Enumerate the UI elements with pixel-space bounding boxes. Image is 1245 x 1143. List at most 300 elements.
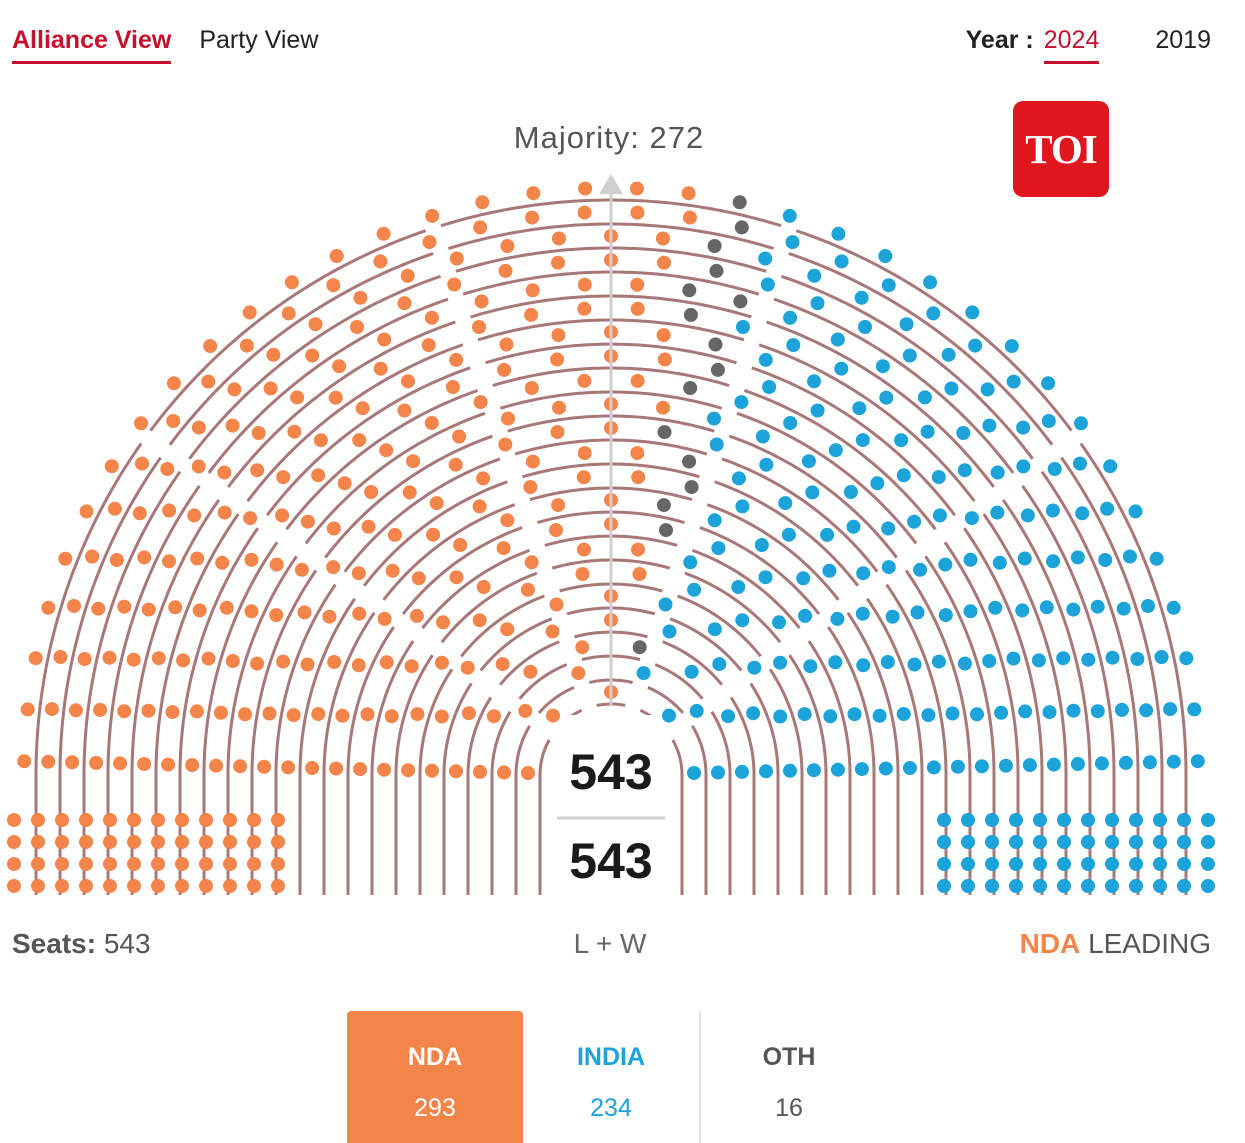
seat-nda (435, 710, 449, 724)
seat-india (783, 416, 797, 430)
seat-india (903, 349, 917, 363)
seat-india (659, 598, 673, 612)
seat-nda (449, 764, 463, 778)
seat-nda (301, 515, 315, 529)
seat-nda (658, 353, 672, 367)
seat-nda (327, 522, 341, 536)
seat-nda (525, 555, 539, 569)
seat-nda (67, 599, 81, 613)
seat-nda (352, 566, 366, 580)
seat-nda (338, 476, 352, 490)
tally-india-value: 234 (590, 1094, 632, 1122)
seat-india (938, 558, 952, 572)
seat-india (1129, 857, 1143, 871)
seat-india (1153, 879, 1167, 893)
seat-india (1015, 603, 1029, 617)
seat-oth (708, 239, 722, 253)
seat-nda (117, 704, 131, 718)
tally-nda-value: 293 (414, 1094, 456, 1122)
seat-india (711, 766, 725, 780)
seat-nda (55, 813, 69, 827)
seat-nda (631, 470, 645, 484)
tally-india[interactable] (523, 1011, 699, 1143)
seat-india (805, 485, 819, 499)
section-gap (126, 422, 563, 739)
seat-india (1040, 600, 1054, 614)
seat-nda (425, 416, 439, 430)
seat-india (1081, 813, 1095, 827)
seat-india (690, 704, 704, 718)
seat-nda (282, 306, 296, 320)
seat-nda (203, 339, 217, 353)
seat-nda (185, 758, 199, 772)
seat-nda (401, 763, 415, 777)
seat-india (820, 528, 834, 542)
seat-india (1095, 756, 1109, 770)
seat-india (759, 458, 773, 472)
seat-oth (633, 640, 647, 654)
seat-nda (525, 211, 539, 225)
seat-oth (733, 195, 747, 209)
seat-nda (127, 879, 141, 893)
seat-nda (69, 703, 83, 717)
seat-nda (631, 543, 645, 557)
seat-nda (425, 764, 439, 778)
seat-nda (403, 485, 417, 499)
seat-nda (352, 607, 366, 621)
seat-india (848, 707, 862, 721)
seat-nda (551, 256, 565, 270)
seat-india (798, 707, 812, 721)
seat-india (933, 508, 947, 522)
seat-india (1141, 599, 1155, 613)
seat-nda (103, 835, 117, 849)
seat-nda (452, 430, 466, 444)
seat-nda (166, 705, 180, 719)
seat-india (710, 438, 724, 452)
seat-india (1033, 857, 1047, 871)
seat-nda (247, 813, 261, 827)
tab-party-view[interactable]: Party View (199, 26, 319, 54)
seat-india (822, 564, 836, 578)
seat-india (1191, 754, 1205, 768)
seat-nda (227, 382, 241, 396)
seat-nda (374, 362, 388, 376)
seat-nda (305, 761, 319, 775)
seat-nda (45, 702, 59, 716)
seat-nda (54, 650, 68, 664)
seat-nda (142, 704, 156, 718)
year-2019-option[interactable]: 2019 (1155, 26, 1211, 54)
seat-nda (220, 601, 234, 615)
seat-nda (473, 220, 487, 234)
seat-nda (500, 338, 514, 352)
seat-nda (497, 363, 511, 377)
seat-nda (223, 835, 237, 849)
seat-nda (78, 652, 92, 666)
seat-india (1201, 879, 1215, 893)
seat-india (958, 463, 972, 477)
seat-india (975, 759, 989, 773)
seat-india (1119, 756, 1133, 770)
seat-india (881, 655, 895, 669)
seat-india (830, 612, 844, 626)
seat-nda (475, 294, 489, 308)
seat-nda (271, 835, 285, 849)
seat-india (894, 433, 908, 447)
seat-nda (656, 232, 670, 246)
seat-nda (103, 813, 117, 827)
seat-india (663, 625, 677, 639)
seat-india (732, 471, 746, 485)
seat-india (951, 760, 965, 774)
seat-india (970, 707, 984, 721)
seat-india (1067, 704, 1081, 718)
counted-seats: 543 (569, 744, 653, 800)
seat-india (981, 382, 995, 396)
seat-india (1117, 602, 1131, 616)
seat-nda (55, 857, 69, 871)
seat-india (1091, 704, 1105, 718)
seat-india (879, 391, 893, 405)
seat-nda (406, 454, 420, 468)
seat-nda (682, 186, 696, 200)
seat-india (1071, 550, 1085, 564)
seat-nda (550, 353, 564, 367)
seat-india (882, 560, 896, 574)
seat-nda (271, 879, 285, 893)
seat-nda (461, 661, 475, 675)
seat-nda (521, 766, 535, 780)
seat-nda (326, 560, 340, 574)
toi-logo: TOI (1013, 101, 1109, 197)
seat-nda (526, 283, 540, 297)
seat-india (856, 566, 870, 580)
seat-nda (373, 254, 387, 268)
seat-nda (500, 622, 514, 636)
year-2024-option[interactable]: 2024 (1044, 26, 1100, 64)
seat-nda (398, 296, 412, 310)
seat-nda (223, 857, 237, 871)
seat-india (1021, 508, 1035, 522)
seat-nda (55, 879, 69, 893)
seat-india (1177, 835, 1191, 849)
seat-nda (523, 665, 537, 679)
seat-nda (85, 550, 99, 564)
seat-nda (175, 813, 189, 827)
seat-nda (436, 615, 450, 629)
majority-arrow-icon (599, 174, 623, 194)
seat-india (835, 254, 849, 268)
seat-nda (377, 333, 391, 347)
tab-alliance-view[interactable]: Alliance View (12, 26, 171, 64)
seat-nda (151, 835, 165, 849)
seat-nda (362, 520, 376, 534)
seat-nda (526, 186, 540, 200)
seat-nda (352, 433, 366, 447)
seat-india (1023, 758, 1037, 772)
seat-nda (524, 308, 538, 322)
seat-india (829, 443, 843, 457)
seat-nda (450, 570, 464, 584)
seat-india (985, 879, 999, 893)
seat-nda (247, 857, 261, 871)
seat-india (999, 759, 1013, 773)
seat-nda (577, 302, 591, 316)
seat-nda (243, 305, 257, 319)
seat-nda (551, 425, 565, 439)
seat-nda (497, 766, 511, 780)
seat-india (856, 433, 870, 447)
seat-india (811, 296, 825, 310)
seat-india (897, 468, 911, 482)
seat-india (1081, 653, 1095, 667)
seat-india (855, 762, 869, 776)
seat-india (870, 476, 884, 490)
seat-nda (134, 416, 148, 430)
seat-india (1153, 835, 1167, 849)
seat-nda (630, 182, 644, 196)
seat-nda (127, 813, 141, 827)
seat-nda (264, 382, 278, 396)
seat-india (1081, 857, 1095, 871)
seat-nda (31, 879, 45, 893)
seat-india (1033, 879, 1047, 893)
seat-nda (226, 654, 240, 668)
seat-india (982, 654, 996, 668)
seat-india (1177, 813, 1191, 827)
seat-nda (426, 528, 440, 542)
seat-nda (571, 666, 585, 680)
tally-table (347, 1011, 877, 1143)
seat-india (1153, 813, 1167, 827)
seat-india (687, 583, 701, 597)
seat-india (1007, 375, 1021, 389)
seat-india (1057, 813, 1071, 827)
seat-india (918, 390, 932, 404)
seat-nda (247, 835, 261, 849)
seat-nda (385, 709, 399, 723)
seat-india (942, 348, 956, 362)
seat-nda (430, 496, 444, 510)
seat-india (1167, 601, 1181, 615)
seat-india (1187, 702, 1201, 716)
seat-nda (353, 291, 367, 305)
seat-nda (79, 879, 93, 893)
seat-nda (201, 375, 215, 389)
seat-india (708, 513, 722, 527)
seat-nda (250, 463, 264, 477)
seat-nda (575, 640, 589, 654)
seat-india (1129, 813, 1143, 827)
seat-oth (709, 338, 723, 352)
seat-nda (401, 374, 415, 388)
seat-nda (683, 211, 697, 225)
seat-india (911, 605, 925, 619)
seat-nda (476, 471, 490, 485)
seat-nda (168, 600, 182, 614)
seat-india (1098, 553, 1112, 567)
seat-india (847, 520, 861, 534)
tally-nda[interactable] (347, 1011, 523, 1143)
seat-india (1179, 651, 1193, 665)
seat-india (807, 374, 821, 388)
seat-nda (449, 458, 463, 472)
seat-nda (410, 707, 424, 721)
seat-nda (133, 506, 147, 520)
seat-nda (199, 835, 213, 849)
seat-india (1041, 376, 1055, 390)
seat-india (721, 709, 735, 723)
seat-nda (630, 278, 644, 292)
seat-nda (162, 554, 176, 568)
seat-oth (658, 425, 672, 439)
seat-nda (550, 598, 564, 612)
seat-nda (425, 311, 439, 325)
seat-oth (657, 498, 671, 512)
seat-nda (577, 543, 591, 557)
seat-nda (521, 583, 535, 597)
seat-india (1143, 755, 1157, 769)
seat-nda (160, 462, 174, 476)
seat-nda (364, 485, 378, 499)
seat-india (731, 580, 745, 594)
seat-nda (270, 558, 284, 572)
seat-india (773, 656, 787, 670)
seat-nda (266, 348, 280, 362)
seat-nda (240, 339, 254, 353)
seat-nda (217, 466, 231, 480)
seat-india (1139, 703, 1153, 717)
seat-india (758, 252, 772, 266)
seat-nda (199, 857, 213, 871)
seat-nda (353, 762, 367, 776)
seat-india (778, 496, 792, 510)
seat-india (964, 553, 978, 567)
seat-nda (447, 278, 461, 292)
seat-nda (263, 707, 277, 721)
seat-india (734, 395, 748, 409)
seat-nda (127, 857, 141, 871)
seat-nda (633, 567, 647, 581)
seat-india (1091, 600, 1105, 614)
seat-nda (487, 709, 501, 723)
seat-nda (287, 708, 301, 722)
seat-nda (551, 328, 565, 342)
seat-nda (380, 655, 394, 669)
seat-nda (250, 657, 264, 671)
seat-nda (31, 857, 45, 871)
seat-nda (103, 651, 117, 665)
seat-nda (199, 879, 213, 893)
seat-nda (287, 425, 301, 439)
seat-india (662, 709, 676, 723)
seat-nda (497, 541, 511, 555)
seat-nda (271, 813, 285, 827)
seat-nda (552, 401, 566, 415)
seat-nda (285, 275, 299, 289)
seat-india (1032, 653, 1046, 667)
tally-india-name: INDIA (576, 1043, 646, 1071)
seat-india (687, 766, 701, 780)
seat-india (876, 359, 890, 373)
tally-oth-value: 16 (775, 1094, 803, 1122)
seat-india (1129, 835, 1143, 849)
tally-nda-name: NDA (407, 1043, 463, 1071)
seat-india (856, 658, 870, 672)
seat-nda (332, 359, 346, 373)
seat-nda (401, 269, 415, 283)
seat-india (831, 227, 845, 241)
seat-india (786, 235, 800, 249)
seats-summary (12, 928, 151, 960)
seat-india (1081, 835, 1095, 849)
seat-nda (361, 707, 375, 721)
seat-india (807, 763, 821, 777)
seat-nda (410, 609, 424, 623)
seat-oth (735, 220, 749, 234)
seat-india (685, 665, 699, 679)
seat-nda (223, 813, 237, 827)
seat-nda (113, 756, 127, 770)
seat-nda (257, 760, 271, 774)
seat-india (1057, 857, 1071, 871)
seat-india (1007, 652, 1021, 666)
tally-oth[interactable] (699, 1011, 877, 1143)
section-gap (660, 422, 1097, 739)
seat-nda (350, 320, 364, 334)
seat-india (1033, 813, 1047, 827)
seat-india (782, 528, 796, 542)
seat-nda (238, 707, 252, 721)
seat-nda (657, 328, 671, 342)
seat-nda (175, 857, 189, 871)
seat-india (903, 761, 917, 775)
seat-india (897, 707, 911, 721)
seat-india (828, 655, 842, 669)
seat-india (968, 339, 982, 353)
seat-nda (546, 709, 560, 723)
seat-nda (199, 813, 213, 827)
seat-india (923, 275, 937, 289)
seat-india (927, 760, 941, 774)
seat-nda (578, 206, 592, 220)
seat-india (786, 338, 800, 352)
seat-india (961, 879, 975, 893)
seat-nda (243, 511, 257, 525)
lw-label: L + W (573, 928, 647, 959)
seat-nda (525, 381, 539, 395)
seat-india (759, 764, 773, 778)
seat-nda (127, 835, 141, 849)
seat-nda (309, 317, 323, 331)
seat-nda (435, 656, 449, 670)
seat-oth (683, 381, 697, 395)
seat-nda (422, 338, 436, 352)
seat-india (1005, 339, 1019, 353)
seat-india (773, 710, 787, 724)
seat-nda (578, 446, 592, 460)
seat-india (1056, 651, 1070, 665)
seat-nda (450, 252, 464, 266)
seat-nda (166, 414, 180, 428)
seat-nda (472, 320, 486, 334)
seat-nda (578, 182, 592, 196)
leading-text: LEADING (1088, 928, 1211, 959)
seat-india (881, 522, 895, 536)
seat-nda (110, 553, 124, 567)
seat-nda (498, 438, 512, 452)
